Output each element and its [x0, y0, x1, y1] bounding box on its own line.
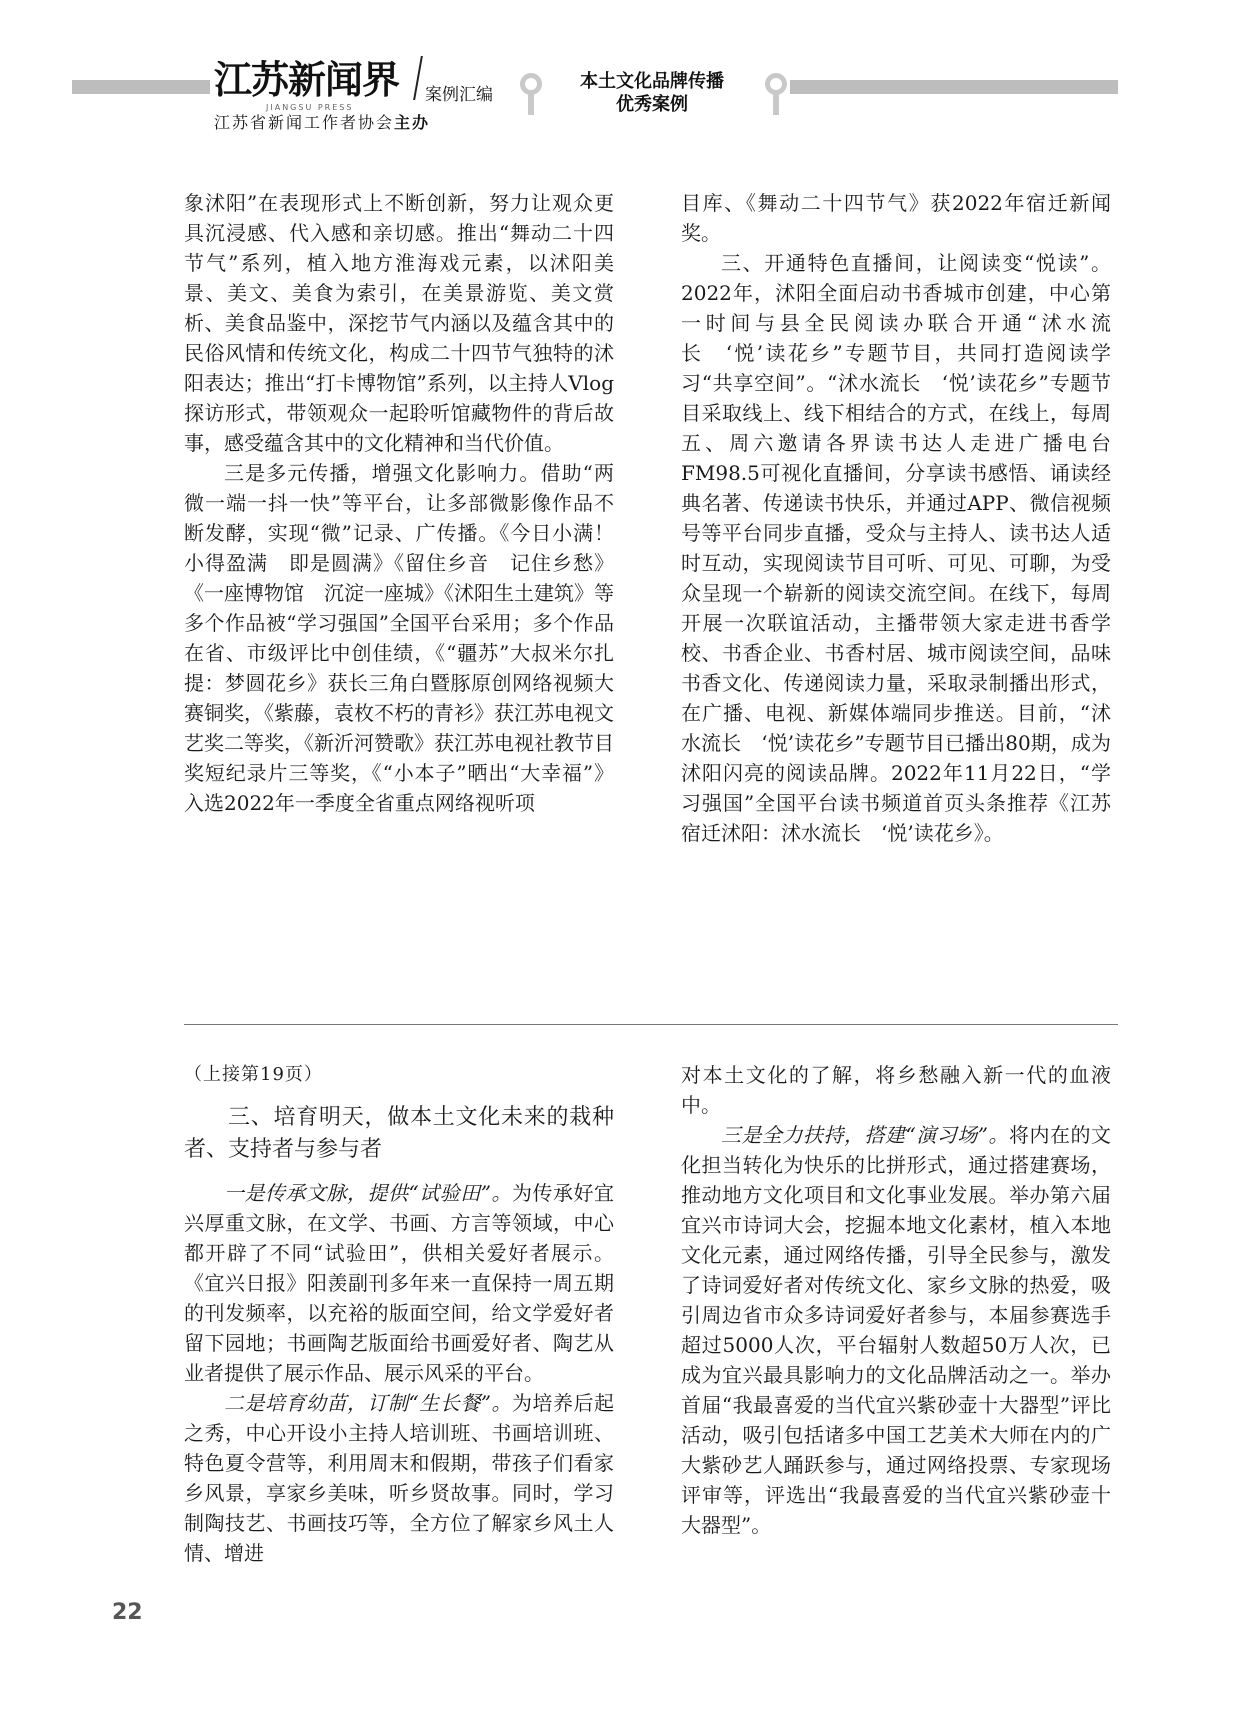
bottom-article-right-column	[681, 1060, 1111, 1540]
paragraph-lead: 三是全力扶持，搭建“演习场”。	[721, 1123, 1009, 1147]
organizer-role: 主办	[394, 113, 431, 132]
paragraph: 目库、《舞动二十四节气》获2022年宿迁新闻奖。	[681, 191, 1111, 245]
paragraph	[184, 1388, 614, 1568]
magazine-logo-en: JIANGSU PRESS	[266, 103, 354, 112]
paragraph	[184, 1178, 614, 1388]
section-tag: 案例汇编	[425, 85, 493, 105]
magazine-logo: 江苏新闻界	[214, 58, 400, 102]
paragraph: 象沭阳”在表现形式上不断创新，努力让观众更具沉浸感、代入感和亲切感。推出“舞动二十四节气”系列，植入地方淮海戏元素，以沭阳美景、美文、美食为索引，在美景游览、美文赏析、美食品鉴中，深挖节气内涵以及蕴含其中的民俗风情和传统文化，构成二十四节气独特的沭阳表达；推出“打卡博物馆”系列，以主持人Vlog探访形式，带领观众一起聆听馆藏物件的背后故事，感受蕴含其中的文化精神和当代价值。	[184, 191, 614, 455]
bottom-article-left-column	[184, 1060, 614, 1568]
paragraph: 三是多元传播，增强文化影响力。借助“两微一端一抖一快”等平台，让多部微影像作品不断发酵，实现“微”记录、广传播。《今日小满！小得盈满 即是圆满》《留住乡音 记住乡愁》《一座博物馆 沉淀一座城》《沭阳生土建筑》等多个作品被“学习强国”全国平台采用；多个作品在省、市级评比中创佳绩，《“疆苏”大叔米尔扎提：梦圆花乡》获长三角白暨豚原创网络视频大赛铜奖，《紫藤，袁枚不朽的青衫》获江苏电视文艺奖二等奖，《新沂河赞歌》获江苏电视社教节目奖短纪录片三等奖，《“小本子”晒出“大幸福”》入选2022年一季度全省重点网络视听项	[184, 461, 614, 815]
column-title-line1: 本土文化品牌传播	[580, 71, 724, 92]
header-bar-right	[790, 80, 1118, 94]
pin-icon	[765, 73, 787, 95]
column-title-line2: 优秀案例	[616, 94, 688, 115]
header-slash-divider	[413, 56, 423, 100]
organizer-line	[214, 113, 430, 133]
paragraph-body: 为传承好宜兴厚重文脉，在文学、书画、方言等领域，中心都开辟了不同“试验田”，供相关爱好者展示。《宜兴日报》阳羡副刊多年来一直保持一周五期的刊发频率，以充裕的版面空间，给文学爱好者留下园地；书画陶艺版面给书画爱好者、陶艺从业者提供了展示作品、展示风采的平台。	[184, 1181, 615, 1385]
column-title	[552, 70, 752, 116]
paragraph: 三、开通特色直播间，让阅读变“悦读”。2022年，沭阳全面启动书香城市创建，中心第一时间与县全民阅读办联合开通“沭水流长 ‘悦’读花乡”专题节目，共同打造阅读学习“共享空间”。“沭水流长 ‘悦’读花乡”专题节目采取线上、线下相结合的方式，在线上，每周五、周六邀请各界读书达人走进广播电台FM98.5可视化直播间，分享读书感悟、诵读经典名著、传递读书快乐，并通过APP、微信视频号等平台同步直播，受众与主持人、读书达人适时互动，实现阅读节目可听、可见、可聊，为受众呈现一个崭新的阅读交流空间。在线下，每周开展一次联谊活动，主播带领大家走进书香学校、书香企业、书香村居、城市阅读空间，品味书香文化、传递阅读力量，采取录制播出形式，在广播、电视、新媒体端同步推送。目前，“沭水流长 ‘悦’读花乡”专题节目已播出80期，成为沭阳闪亮的阅读品牌。2022年11月22日，“学习强国”全国平台读书频道首页头条推荐《江苏宿迁沭阳：沭水流长 ‘悦’读花乡》。	[681, 251, 1111, 845]
continued-note: （上接第19页）	[184, 1064, 323, 1085]
paragraph-lead: 二是培育幼苗，订制“生长餐”。	[224, 1391, 512, 1415]
paragraph-body: 为培养后起之秀，中心开设小主持人培训班、书画培训班、特色夏令营等，利用周末和假期，带孩子们看家乡风景，享家乡美味，听乡贤故事。同时，学习制陶技艺、书画技巧等，全方位了解家乡风土人情、增进	[184, 1391, 615, 1565]
organizer-name: 江苏省新闻工作者协会	[214, 113, 395, 132]
paragraph: 对本土文化的了解，将乡愁融入新一代的血液中。	[681, 1063, 1111, 1117]
header-bar-left	[72, 80, 210, 94]
article-divider	[184, 1024, 1118, 1025]
paragraph-lead: 一是传承文脉，提供“试验田”。	[224, 1181, 512, 1205]
paragraph	[681, 1120, 1111, 1540]
section-heading: 三、培育明天，做本土文化未来的栽种者、支持者与参与者	[184, 1105, 614, 1162]
pin-icon	[520, 73, 542, 95]
top-article-left-column	[184, 188, 614, 818]
top-article-right-column	[681, 188, 1111, 848]
paragraph-body: 将内在的文化担当转化为快乐的比拼形式，通过搭建赛场，推动地方文化项目和文化事业发展。举办第六届宜兴市诗词大会，挖掘本地文化素材，植入本地文化元素，通过网络传播，引导全民参与，激发了诗词爱好者对传统文化、家乡文脉的热爱，吸引周边省市众多诗词爱好者参与，本届参赛选手超过5000人次，平台辐射人数超50万人次，已成为宜兴最具影响力的文化品牌活动之一。举办首届“我最喜爱的当代宜兴紫砂壶十大器型”评比活动，吸引包括诸多中国工艺美术大师在内的广大紫砂艺人踊跃参与，通过网络投票、专家现场评审等，评选出“我最喜爱的当代宜兴紫砂壶十大器型”。	[681, 1123, 1112, 1537]
page-number: 22	[112, 1600, 143, 1625]
